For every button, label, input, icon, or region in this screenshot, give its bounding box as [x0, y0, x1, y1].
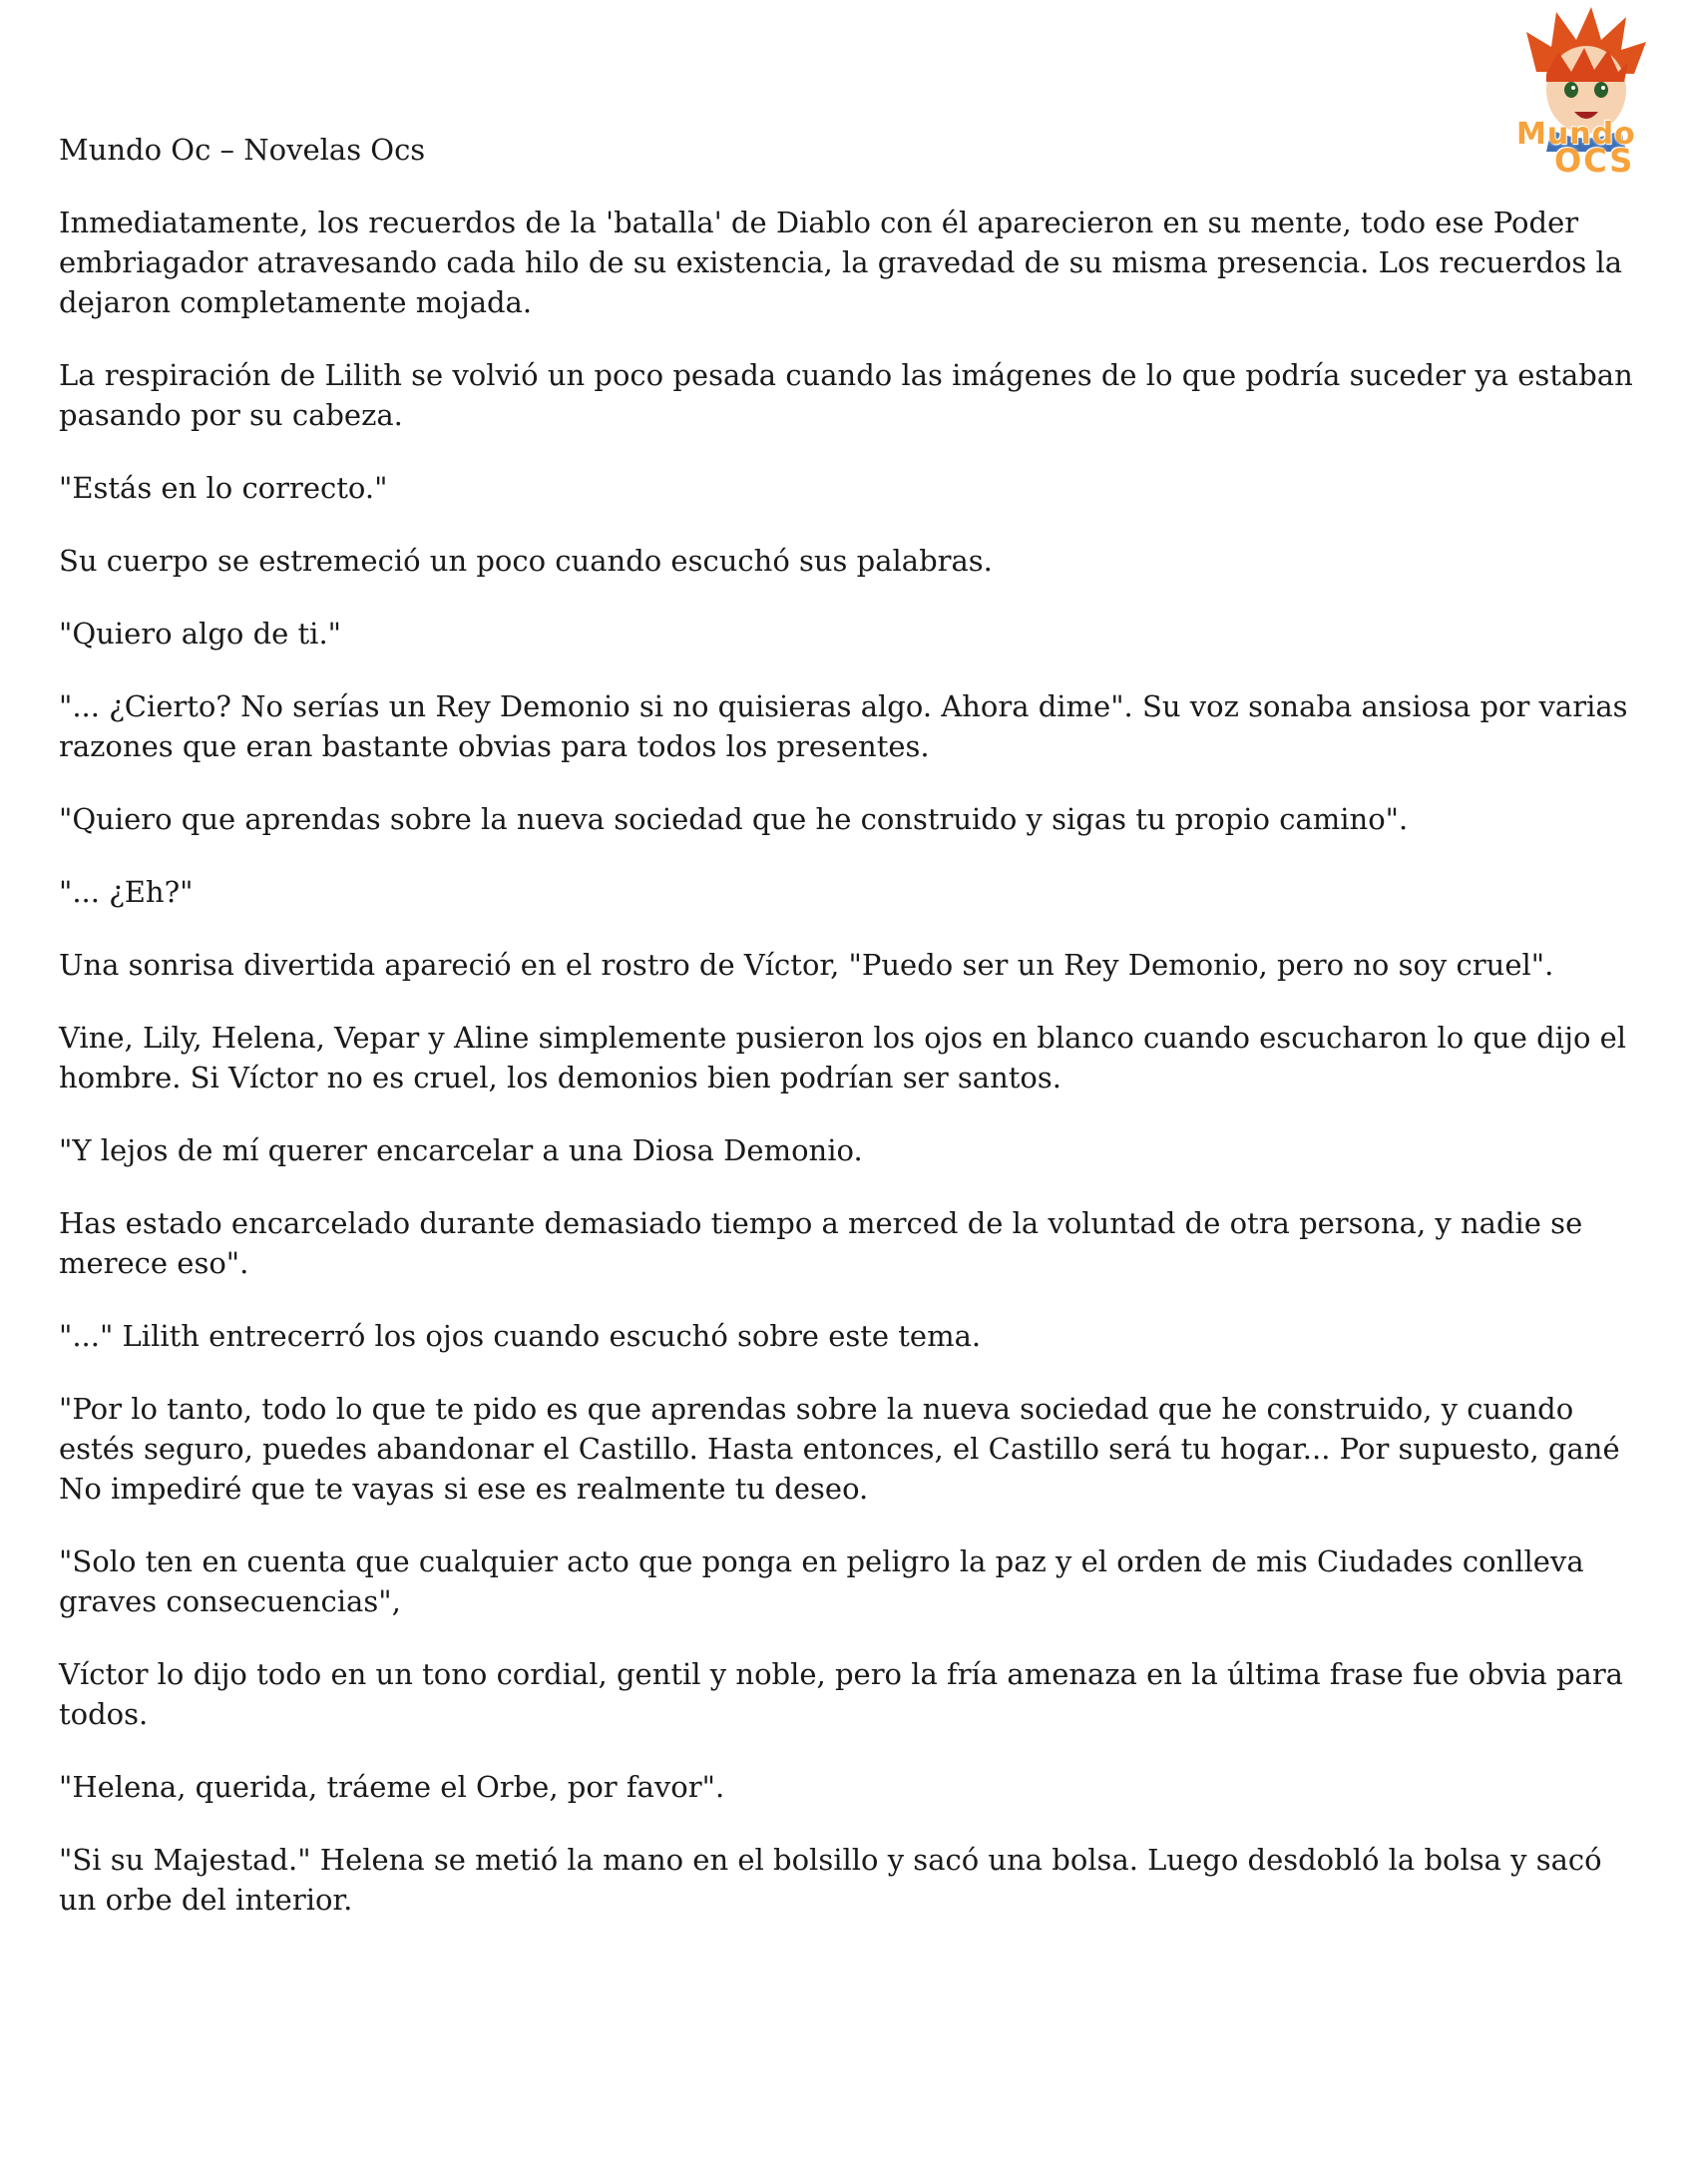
logo-text-mundo: Mundo [1516, 117, 1636, 152]
paragraph: Vine, Lily, Helena, Vepar y Aline simplemente pusieron los ojos en blanco cuando escucharon lo que dijo el hombre. Si Víctor no es cruel, los demonios bien podrían ser santos. [59, 1021, 1627, 1094]
paragraph: "Y lejos de mí querer encarcelar a una Diosa Demonio. [59, 1133, 863, 1167]
paragraph: Víctor lo dijo todo en un tono cordial, gentil y noble, pero la fría amenaza en la última frase fue obvia para todos. [59, 1657, 1623, 1731]
paragraph: Inmediatamente, los recuerdos de la 'batalla' de Diablo con él aparecieron en su mente, todo ese Poder embriagador atravesando cada hilo de su existencia, la gravedad de su misma presencia. Los recuerdos la dejaron completamente mojada. [59, 206, 1623, 319]
paragraph: "Estás en lo correcto." [59, 471, 388, 505]
paragraph: "Helena, querida, tráeme el Orbe, por favor". [59, 1770, 725, 1804]
paragraph: "Quiero algo de ti." [59, 617, 342, 651]
document-header: Mundo Oc – Novelas Ocs [59, 133, 426, 167]
mundo-ocs-logo [1496, 2, 1676, 182]
logo-text-ocs: OCS [1554, 142, 1635, 180]
paragraph: "Por lo tanto, todo lo que te pido es que aprendas sobre la nueva sociedad que he construido, y cuando estés seguro, puedes abandonar el Castillo. Hasta entonces, el Castillo será tu hogar... Por supuesto, gané No impediré que te vayas si ese es realmente tu deseo. [59, 1392, 1620, 1506]
paragraph: "..." Lilith entrecerró los ojos cuando escuchó sobre este tema. [59, 1319, 982, 1353]
paragraph: Una sonrisa divertida apareció en el rostro de Víctor, "Puedo ser un Rey Demonio, pero no soy cruel". [59, 948, 1554, 982]
paragraph: "Si su Majestad." Helena se metió la mano en el bolsillo y sacó una bolsa. Luego desdobló la bolsa y sacó un orbe del interior. [59, 1843, 1602, 1917]
paragraph: Has estado encarcelado durante demasiado tiempo a merced de la voluntad de otra persona, y nadie se merece eso". [59, 1206, 1583, 1280]
paragraph: "... ¿Eh?" [59, 875, 194, 909]
paragraph: La respiración de Lilith se volvió un poco pesada cuando las imágenes de lo que podría suceder ya estaban pasando por su cabeza. [59, 358, 1633, 432]
paragraph: "Quiero que aprendas sobre la nueva sociedad que he construido y sigas tu propio camino". [59, 802, 1409, 836]
paragraph: Su cuerpo se estremeció un poco cuando escuchó sus palabras. [59, 544, 993, 578]
paragraph: "Solo ten en cuenta que cualquier acto que ponga en peligro la paz y el orden de mis Ciudades conlleva graves consecuencias", [59, 1544, 1584, 1618]
document-body [59, 203, 1635, 1953]
paragraph: "... ¿Cierto? No serías un Rey Demonio si no quisieras algo. Ahora dime". Su voz sonaba ansiosa por varias razones que eran bastante obvias para todos los presentes. [59, 689, 1628, 763]
